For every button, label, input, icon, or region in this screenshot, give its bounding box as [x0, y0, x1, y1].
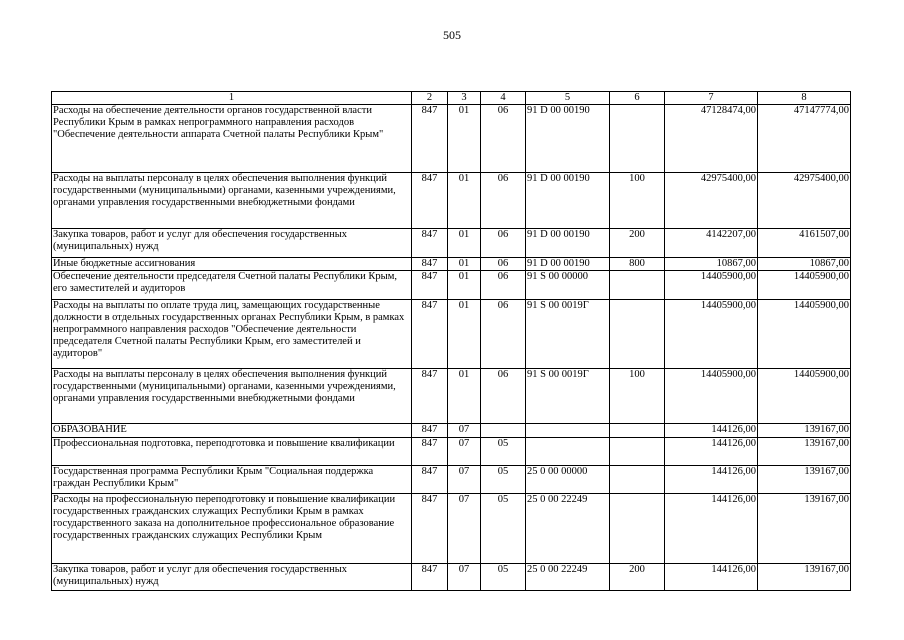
target-article-code: 91 D 00 00190	[526, 229, 610, 258]
grbs-code: 847	[412, 105, 448, 173]
row-name: Обеспечение деятельности председателя Счетной палаты Республики Крым, его заместителей и аудиторов	[52, 271, 412, 300]
section-code: 07	[448, 564, 481, 591]
row-name: Государственная программа Республики Крым "Социальная поддержка граждан Республики Крым"	[52, 466, 412, 494]
section-code: 07	[448, 424, 481, 438]
grbs-code: 847	[412, 173, 448, 229]
section-code: 07	[448, 466, 481, 494]
amount-year-1: 144126,00	[665, 466, 758, 494]
section-code: 01	[448, 271, 481, 300]
amount-year-2: 14405900,00	[758, 300, 851, 369]
table-row	[52, 105, 851, 173]
amount-year-2: 139167,00	[758, 438, 851, 466]
page-number: 505	[443, 28, 461, 42]
table-row	[52, 466, 851, 494]
grbs-code: 847	[412, 258, 448, 271]
column-header: 4	[481, 92, 526, 105]
amount-year-2: 139167,00	[758, 466, 851, 494]
grbs-code: 847	[412, 229, 448, 258]
row-name: Закупка товаров, работ и услуг для обеспечения государственных (муниципальных) нужд	[52, 229, 412, 258]
expense-type-code	[610, 424, 665, 438]
grbs-code: 847	[412, 424, 448, 438]
amount-year-2: 139167,00	[758, 494, 851, 564]
table-row	[52, 424, 851, 438]
table-row	[52, 258, 851, 271]
section-code: 01	[448, 173, 481, 229]
target-article-code: 91 D 00 00190	[526, 258, 610, 271]
section-code: 01	[448, 105, 481, 173]
amount-year-1: 14405900,00	[665, 300, 758, 369]
amount-year-2: 4161507,00	[758, 229, 851, 258]
column-header: 1	[52, 92, 412, 105]
column-header: 5	[526, 92, 610, 105]
subsection-code: 06	[481, 271, 526, 300]
subsection-code	[481, 424, 526, 438]
section-code: 01	[448, 300, 481, 369]
amount-year-1: 144126,00	[665, 564, 758, 591]
amount-year-2: 139167,00	[758, 424, 851, 438]
column-header: 8	[758, 92, 851, 105]
amount-year-2: 10867,00	[758, 258, 851, 271]
subsection-code: 05	[481, 438, 526, 466]
grbs-code: 847	[412, 271, 448, 300]
expense-type-code: 100	[610, 173, 665, 229]
amount-year-1: 14405900,00	[665, 369, 758, 424]
expense-type-code	[610, 300, 665, 369]
table-row	[52, 438, 851, 466]
target-article-code: 91 S 00 0019Г	[526, 300, 610, 369]
table-row	[52, 300, 851, 369]
grbs-code: 847	[412, 564, 448, 591]
table-row	[52, 369, 851, 424]
row-name: Расходы на выплаты по оплате труда лиц, замещающих государственные должности в отдельных государственных органах Республики Крым, в рамках непрограммного направления расходов "Обеспечение деятельности председателя Счетной палаты Республики Крым, его заместителей и аудиторов"	[52, 300, 412, 369]
target-article-code	[526, 438, 610, 466]
expense-type-code	[610, 438, 665, 466]
amount-year-1: 144126,00	[665, 494, 758, 564]
subsection-code: 06	[481, 105, 526, 173]
row-name: Расходы на выплаты персоналу в целях обеспечения выполнения функций государственными (муниципальными) органами, казенными учреждениями, органами управления государственными внебюджетными фондами	[52, 369, 412, 424]
grbs-code: 847	[412, 369, 448, 424]
amount-year-1: 47128474,00	[665, 105, 758, 173]
table-row	[52, 494, 851, 564]
table-row	[52, 564, 851, 591]
subsection-code: 06	[481, 369, 526, 424]
subsection-code: 06	[481, 229, 526, 258]
expense-type-code: 200	[610, 564, 665, 591]
subsection-code: 06	[481, 173, 526, 229]
column-header: 2	[412, 92, 448, 105]
amount-year-2: 14405900,00	[758, 271, 851, 300]
row-name: Иные бюджетные ассигнования	[52, 258, 412, 271]
target-article-code: 25 0 00 00000	[526, 466, 610, 494]
amount-year-1: 10867,00	[665, 258, 758, 271]
row-name: ОБРАЗОВАНИЕ	[52, 424, 412, 438]
amount-year-2: 47147774,00	[758, 105, 851, 173]
expense-type-code: 800	[610, 258, 665, 271]
subsection-code: 06	[481, 300, 526, 369]
target-article-code: 91 S 00 0019Г	[526, 369, 610, 424]
table-row	[52, 173, 851, 229]
row-name: Закупка товаров, работ и услуг для обеспечения государственных (муниципальных) нужд	[52, 564, 412, 591]
grbs-code: 847	[412, 300, 448, 369]
grbs-code: 847	[412, 494, 448, 564]
amount-year-2: 14405900,00	[758, 369, 851, 424]
section-code: 01	[448, 369, 481, 424]
section-code: 07	[448, 438, 481, 466]
expense-type-code	[610, 105, 665, 173]
target-article-code: 25 0 00 22249	[526, 564, 610, 591]
amount-year-1: 4142207,00	[665, 229, 758, 258]
expense-type-code	[610, 271, 665, 300]
row-name: Профессиональная подготовка, переподготовка и повышение квалификации	[52, 438, 412, 466]
expense-type-code: 200	[610, 229, 665, 258]
target-article-code: 91 S 00 00000	[526, 271, 610, 300]
target-article-code: 91 D 00 00190	[526, 105, 610, 173]
grbs-code: 847	[412, 466, 448, 494]
budget-table	[51, 91, 851, 591]
section-code: 07	[448, 494, 481, 564]
amount-year-1: 14405900,00	[665, 271, 758, 300]
table-row	[52, 229, 851, 258]
column-header: 7	[665, 92, 758, 105]
table-row	[52, 271, 851, 300]
row-name: Расходы на обеспечение деятельности органов государственной власти Республики Крым в рамках непрограммного направления расходов "Обеспечение деятельности аппарата Счетной палаты Республики Крым"	[52, 105, 412, 173]
subsection-code: 06	[481, 258, 526, 271]
row-name: Расходы на профессиональную переподготовку и повышение квалификации государственных гражданских служащих Республики Крым в рамках государственного заказа на дополнительное профессиональное образование государственных гражданских служащих Республики Крым	[52, 494, 412, 564]
section-code: 01	[448, 229, 481, 258]
subsection-code: 05	[481, 466, 526, 494]
column-header: 6	[610, 92, 665, 105]
row-name: Расходы на выплаты персоналу в целях обеспечения выполнения функций государственными (муниципальными) органами, казенными учреждениями, органами управления государственными внебюджетными фондами	[52, 173, 412, 229]
expense-type-code	[610, 466, 665, 494]
expense-type-code	[610, 494, 665, 564]
target-article-code	[526, 424, 610, 438]
column-header: 3	[448, 92, 481, 105]
grbs-code: 847	[412, 438, 448, 466]
subsection-code: 05	[481, 564, 526, 591]
amount-year-1: 42975400,00	[665, 173, 758, 229]
section-code: 01	[448, 258, 481, 271]
column-header-row	[52, 92, 851, 105]
amount-year-2: 42975400,00	[758, 173, 851, 229]
amount-year-1: 144126,00	[665, 438, 758, 466]
expense-type-code: 100	[610, 369, 665, 424]
amount-year-1: 144126,00	[665, 424, 758, 438]
target-article-code: 25 0 00 22249	[526, 494, 610, 564]
target-article-code: 91 D 00 00190	[526, 173, 610, 229]
amount-year-2: 139167,00	[758, 564, 851, 591]
subsection-code: 05	[481, 494, 526, 564]
